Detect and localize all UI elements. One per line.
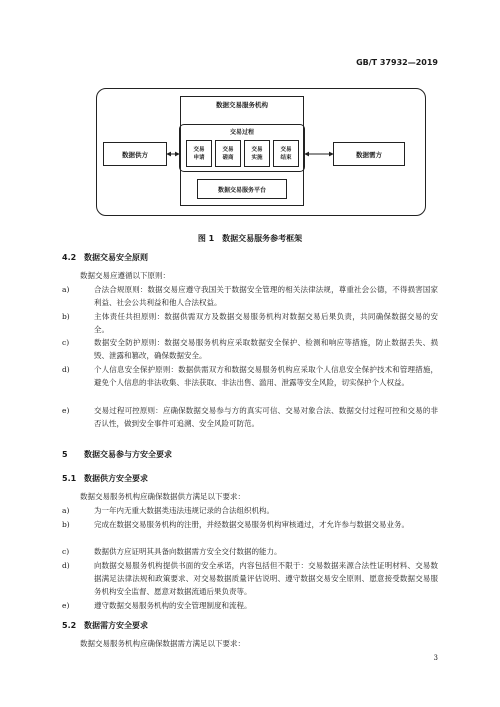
- list-item: [62, 545, 438, 558]
- list-text: 个人信息安全保护原则：数据供需双方和数据交易服务机构应采取个人信息安全保护技术和管理措施，避免个人信息的非法收集、非法获取、非法出售、滥用、泄露等安全风险，切实保护个人权益。: [94, 365, 438, 387]
- section-number: 4.2: [62, 253, 77, 262]
- section-4-2-heading: [62, 252, 148, 263]
- list-item: [62, 404, 438, 430]
- supply-box: 数据供方: [103, 142, 167, 166]
- list-item: [62, 518, 438, 531]
- step-negotiate: 交易 磋商: [215, 140, 241, 167]
- list-item: [62, 310, 438, 336]
- list-item: [62, 599, 438, 612]
- page-number: 3: [433, 654, 438, 662]
- list-text: 遵守数据交易服务机构的安全管理制度和流程。: [94, 601, 252, 610]
- list-marker: b): [62, 520, 70, 529]
- section-number: 5: [62, 450, 68, 459]
- section-4-2-intro: 数据交易应遵循以下原则：: [80, 271, 170, 280]
- list-text: 数据供方应证明其具备向数据需方安全交付数据的能力。: [94, 547, 282, 556]
- section-5-heading: [62, 449, 172, 460]
- list-marker: b): [62, 312, 70, 321]
- agency-label: 数据交易服务机构: [216, 101, 268, 109]
- list-text: 交易过程可控原则：应确保数据交易参与方的真实可信、交易对象合法、数据交付过程可控和交易的非否认性，做到安全事件可追溯、安全风险可防范。: [94, 406, 438, 428]
- section-title: 数据交易安全原则: [84, 253, 148, 262]
- list-item: [62, 504, 438, 517]
- list-item: [62, 559, 438, 598]
- list-marker: a): [62, 285, 70, 294]
- platform-box: 数据交易服务平台: [197, 179, 287, 199]
- figure-caption: 图 1 数据交易服务参考框架: [197, 234, 303, 243]
- list-item: [62, 336, 438, 362]
- list-marker: c): [62, 547, 70, 556]
- list-text: 数据安全防护原则：数据交易服务机构应采取数据安全保护、检测和响应等措施，防止数据丢失、损毁、泄露和篡改，确保数据安全。: [94, 338, 438, 360]
- list-marker: d): [62, 365, 70, 374]
- list-text: 合法合规原则：数据交易应遵守我国关于数据安全管理的相关法律法规，尊重社会公德，不得损害国家利益、社会公共利益和他人合法权益。: [94, 285, 438, 307]
- section-title: 数据供方安全要求: [84, 474, 148, 483]
- list-item: [62, 363, 438, 389]
- section-5-2-intro: 数据交易服务机构应确保数据需方满足以下要求：: [80, 639, 245, 648]
- demand-box: 数据需方: [333, 142, 405, 166]
- list-text: 为一年内无重大数据类违法违规记录的合法组织机构。: [94, 506, 274, 515]
- list-item: [62, 283, 438, 309]
- section-title: 数据需方安全要求: [84, 621, 148, 630]
- standard-code: GB/T 37932—2019: [356, 58, 438, 67]
- section-5-2-heading: [62, 620, 148, 631]
- list-marker: a): [62, 506, 70, 515]
- section-5-1-heading: [62, 473, 148, 484]
- step-apply: 交易 申请: [186, 140, 212, 167]
- step-implement: 交易 实施: [244, 140, 270, 167]
- section-5-1-intro: 数据交易服务机构应确保数据供方满足以下要求：: [80, 492, 245, 501]
- list-marker: e): [62, 601, 70, 610]
- list-marker: e): [62, 406, 70, 415]
- list-text: 向数据交易服务机构提供书面的安全承诺，内容包括但不限于：交易数据来源合法性证明材料、交易数据满足法律法规和政策要求、对交易数据质量评估说明、遵守数据交易安全原则、愿意接受数据交易服务机构安全监督、愿意对数据流通后果负责等。: [94, 561, 438, 596]
- list-marker: c): [62, 338, 70, 347]
- section-title: 数据交易参与方安全要求: [84, 450, 172, 459]
- process-label: 交易过程: [229, 129, 254, 136]
- section-number: 5.1: [62, 474, 77, 483]
- list-marker: d): [62, 561, 70, 570]
- section-number: 5.2: [62, 621, 77, 630]
- step-finish: 交易 结束: [273, 140, 299, 167]
- list-text: 完成在数据交易服务机构的注册，并经数据交易服务机构审核通过，才允许参与数据交易业务。: [94, 520, 409, 529]
- list-text: 主体责任共担原则：数据供需双方及数据交易服务机构对数据交易后果负责，共同确保数据交易的安全。: [94, 312, 438, 334]
